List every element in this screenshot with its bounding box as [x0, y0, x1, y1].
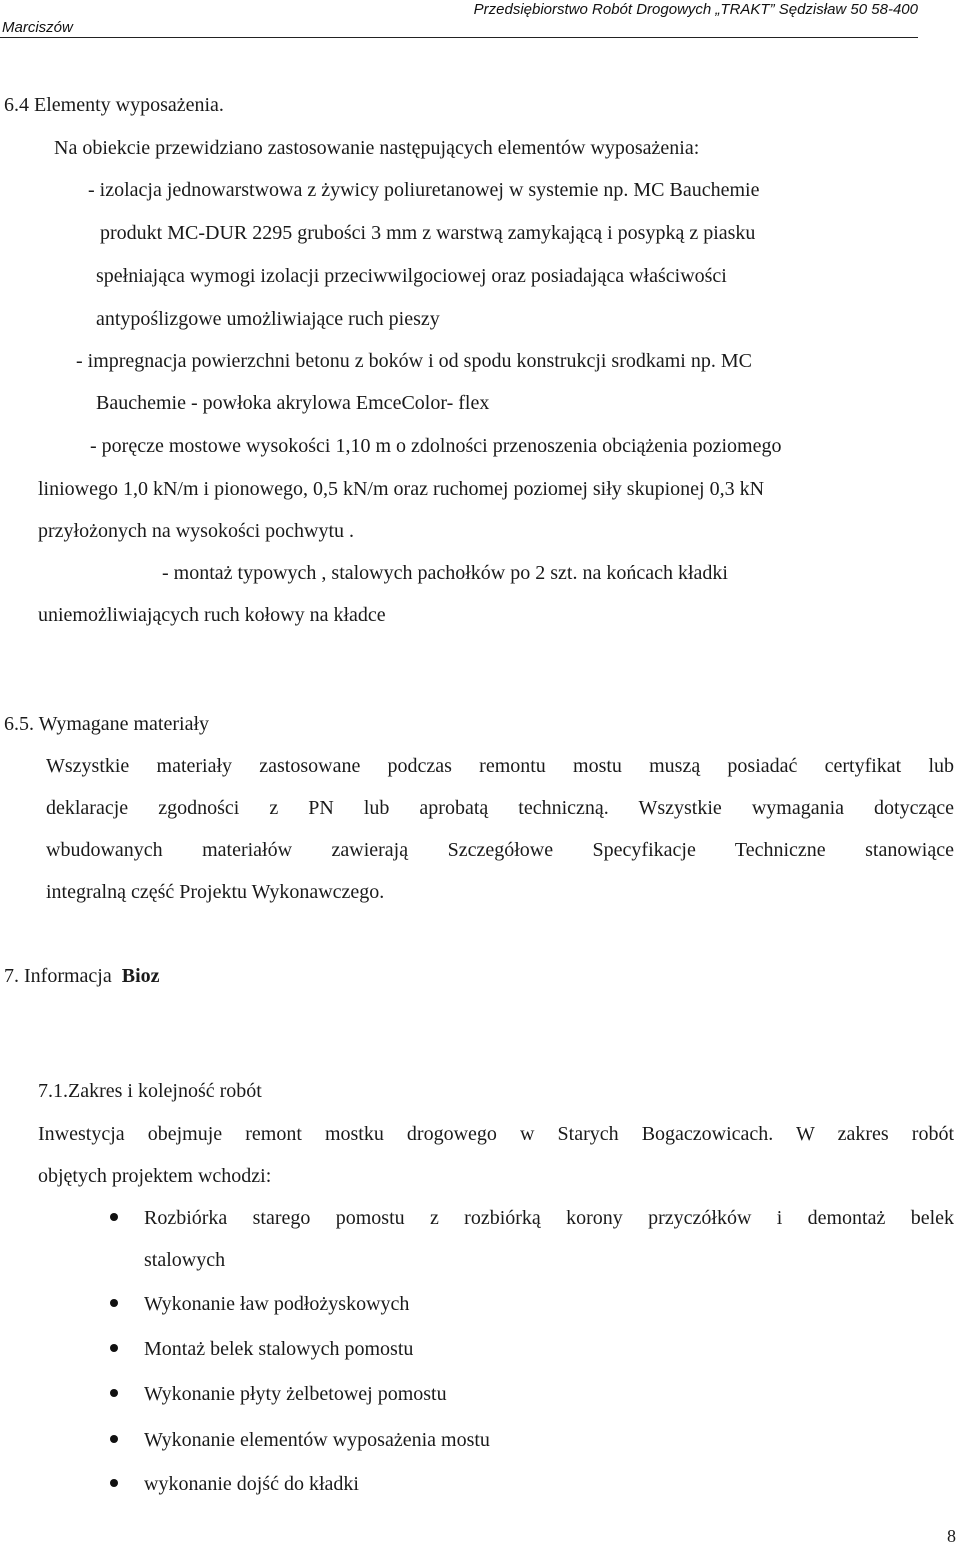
page-number: 8	[947, 1526, 956, 1546]
header-company: Przedsiębiorstwo Robót Drogowych „TRAKT” Sędzisław 50 58-400	[473, 1, 918, 18]
list-item: Wykonanie płyty żelbetowej pomostu	[144, 1383, 447, 1405]
materials-line-3: wbudowanych materiałów zawierają Szczegółowe Specyfikacje Techniczne stanowiące	[46, 839, 954, 861]
equipment-line-8: liniowego 1,0 kN/m i pionowego, 0,5 kN/m oraz ruchomej poziomej siły skupionej 0,3 kN	[38, 478, 765, 500]
materials-line-1: Wszystkie materiały zastosowane podczas remontu mostu muszą posiadać certyfikat lub	[46, 755, 954, 777]
section-6-4-intro: Na obiekcie przewidziano zastosowanie następujących elementów wyposażenia:	[54, 137, 700, 159]
equipment-line-10: - montaż typowych , stalowych pachołków po 2 szt. na końcach kładki	[162, 562, 728, 584]
section-7-1-heading: 7.1.Zakres i kolejność robót	[38, 1080, 262, 1102]
section-7-prefix: 7. Informacja	[4, 965, 122, 987]
bullet-icon	[110, 1344, 118, 1352]
list-item-continuation: stalowych	[144, 1249, 226, 1271]
bullet-icon	[110, 1479, 118, 1487]
scope-line-1: Inwestycja obejmuje remont mostku drogowego w Starych Bogaczowicach. W zakres robót	[38, 1123, 954, 1145]
section-7-bold: Bioz	[121, 965, 160, 987]
equipment-line-5: - impregnacja powierzchni betonu z boków i od spodu konstrukcji srodkami np. MC	[76, 350, 752, 372]
list-item: Rozbiórka starego pomostu z rozbiórką korony przyczółków i demontaż belek	[144, 1207, 954, 1229]
bullet-icon	[110, 1299, 118, 1307]
equipment-line-4: antypoślizgowe umożliwiające ruch pieszy	[96, 308, 440, 330]
materials-line-4: integralną część Projektu Wykonawczego.	[46, 881, 385, 903]
bullet-icon	[110, 1389, 118, 1397]
equipment-line-2: produkt MC-DUR 2295 grubości 3 mm z warstwą zamykającą i posypką z piasku	[100, 222, 756, 244]
materials-line-2: deklaracje zgodności z PN lub aprobatą techniczną. Wszystkie wymagania dotyczące	[46, 797, 954, 819]
list-item: Wykonanie ław podłożyskowych	[144, 1293, 410, 1315]
equipment-line-9: przyłożonych na wysokości pochwytu .	[38, 520, 355, 542]
equipment-line-6: Bauchemie - powłoka akrylowa EmceColor- flex	[96, 392, 490, 414]
scope-line-2: objętych projektem wchodzi:	[38, 1165, 272, 1187]
equipment-line-11: uniemożliwiających ruch kołowy na kładce	[38, 604, 386, 626]
equipment-line-7: - poręcze mostowe wysokości 1,10 m o zdolności przenoszenia obciążenia poziomego	[90, 435, 782, 457]
equipment-line-3: spełniająca wymogi izolacji przeciwwilgociowej oraz posiadająca właściwości	[96, 265, 727, 287]
header-city: Marciszów	[2, 19, 73, 36]
equipment-line-1: - izolacja jednowarstwowa z żywicy poliuretanowej w systemie np. MC Bauchemie	[88, 179, 760, 201]
bullet-icon	[110, 1213, 118, 1221]
bullet-icon	[110, 1435, 118, 1443]
section-6-5-heading: 6.5. Wymagane materiały	[4, 713, 210, 735]
page-header	[0, 0, 960, 40]
section-6-4-heading: 6.4 Elementy wyposażenia.	[4, 94, 224, 116]
list-item: Montaż belek stalowych pomostu	[144, 1338, 414, 1360]
section-7-heading	[4, 964, 160, 988]
list-item: Wykonanie elementów wyposażenia mostu	[144, 1429, 490, 1451]
header-rule	[0, 37, 918, 38]
list-item: wykonanie dojść do kładki	[144, 1473, 359, 1495]
